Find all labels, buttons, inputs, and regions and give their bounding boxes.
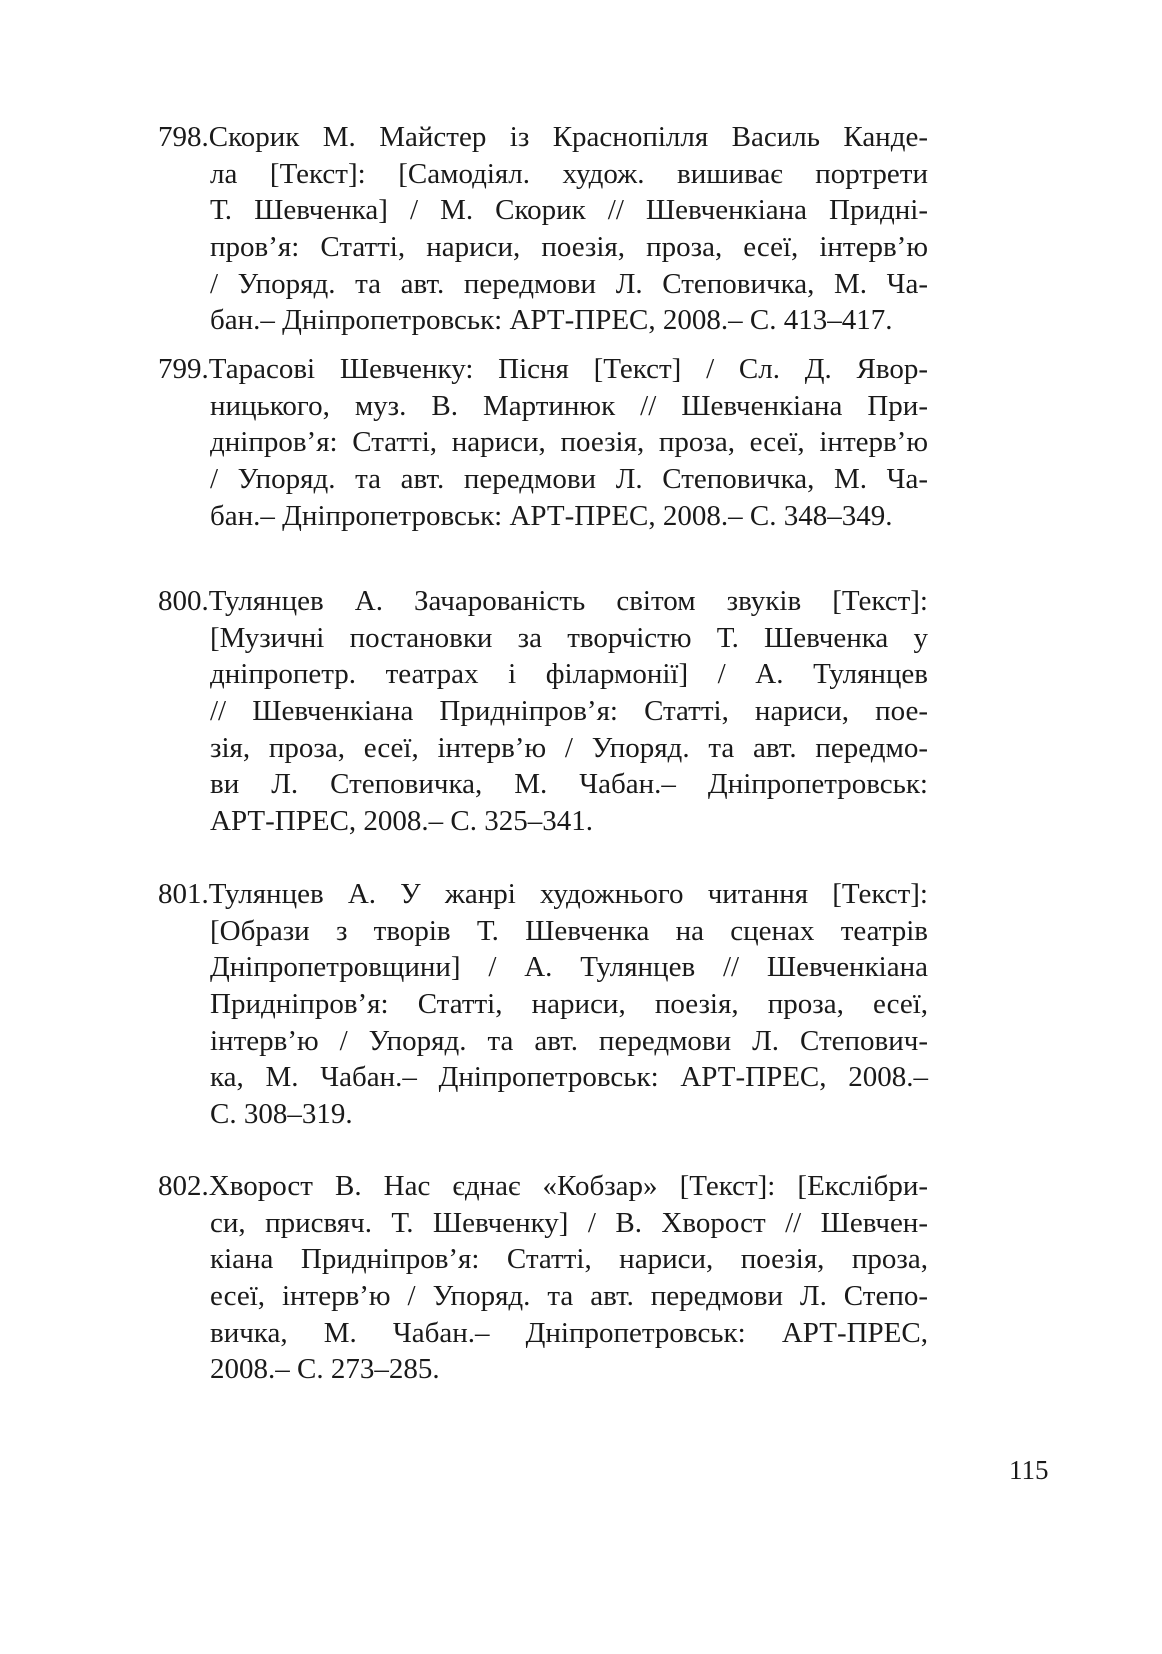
entry-line: 802.Хворост В. Нас єднає «Кобзар» [Текст]: [Екслібри- [158, 1170, 928, 1202]
entry-line: си, присвяч. Т. Шевченку] / В. Хворост // Шевчен- [210, 1206, 928, 1239]
entry-line: ви Л. Степовичка, М. Чабан.– Дніпропетровськ: [210, 768, 928, 801]
entry-line: 801.Тулянцев А. У жанрі художнього читання [Текст]: [158, 878, 928, 910]
entry-number: 798. [158, 121, 209, 153]
entry-line: // Шевченкіана Придніпров’я: Статті, нариси, пое- [210, 695, 928, 728]
entry-line: 800.Тулянцев А. Зачарованість світом звуків [Текст]: [158, 585, 928, 617]
bibliography-entry-801 [158, 876, 928, 1133]
entry-line: бан.– Дніпропетровськ: АРТ-ПРЕС, 2008.– С. 413–417. [210, 304, 893, 337]
entry-number: 802. [158, 1170, 209, 1202]
entry-line: дніпропетр. театрах і філармонії] / А. Тулянцев [210, 658, 928, 691]
entry-number: 801. [158, 878, 209, 910]
bibliography-entry-798 [158, 119, 928, 339]
entry-number: 799. [158, 353, 209, 385]
page-number: 115 [1009, 1455, 1049, 1485]
entry-line: 799.Тарасові Шевченку: Пісня [Текст] / Сл. Д. Явор- [158, 353, 928, 385]
entry-line: ницького, муз. В. Мартинюк // Шевченкіана При- [210, 389, 928, 422]
entry-line: зія, проза, есеї, інтерв’ю / Упоряд. та авт. передмо- [210, 731, 928, 764]
bibliography-entry-799 [158, 351, 928, 534]
entry-line: пров’я: Статті, нариси, поезія, проза, есеї, інтерв’ю [210, 231, 928, 264]
entry-line: інтерв’ю / Упоряд. та авт. передмови Л. Степович- [210, 1024, 928, 1057]
entry-line: С. 308–319. [210, 1098, 353, 1131]
bibliography-entry-800 [158, 583, 928, 840]
entry-line: дніпров’я: Статті, нариси, поезія, проза, есеї, інтерв’ю [210, 426, 928, 459]
entry-line: ка, М. Чабан.– Дніпропетровськ: АРТ-ПРЕС, 2008.– [210, 1061, 928, 1094]
entry-line: 798.Скорик М. Майстер із Краснопілля Василь Канде- [158, 121, 928, 153]
entry-line: ла [Текст]: [Самодіял. худож. вишиває портрети [210, 157, 928, 190]
entry-line: кіана Придніпров’я: Статті, нариси, поезія, проза, [210, 1243, 928, 1276]
bibliography-entry-802 [158, 1168, 928, 1388]
entry-line: Дніпропетровщини] / А. Тулянцев // Шевченкіана [210, 951, 928, 984]
entry-number: 800. [158, 585, 209, 617]
entry-line: бан.– Дніпропетровськ: АРТ-ПРЕС, 2008.– С. 348–349. [210, 499, 893, 532]
entry-line: / Упоряд. та авт. передмови Л. Степовичка, М. Ча- [210, 267, 928, 300]
entry-line: вичка, М. Чабан.– Дніпропетровськ: АРТ-ПРЕС, [210, 1316, 928, 1349]
entry-line: 2008.– С. 273–285. [210, 1353, 440, 1386]
entry-line: Придніпров’я: Статті, нариси, поезія, проза, есеї, [210, 988, 928, 1021]
entry-line: Т. Шевченка] / М. Скорик // Шевченкіана Придні- [210, 194, 928, 227]
entry-line: [Образи з творів Т. Шевченка на сценах театрів [210, 914, 928, 947]
entry-line: АРТ-ПРЕС, 2008.– С. 325–341. [210, 805, 594, 838]
entry-line: есеї, інтерв’ю / Упоряд. та авт. передмови Л. Степо- [210, 1280, 928, 1313]
entry-line: / Упоряд. та авт. передмови Л. Степовичка, М. Ча- [210, 463, 928, 496]
entry-line: [Музичні постановки за творчістю Т. Шевченка у [210, 621, 928, 654]
